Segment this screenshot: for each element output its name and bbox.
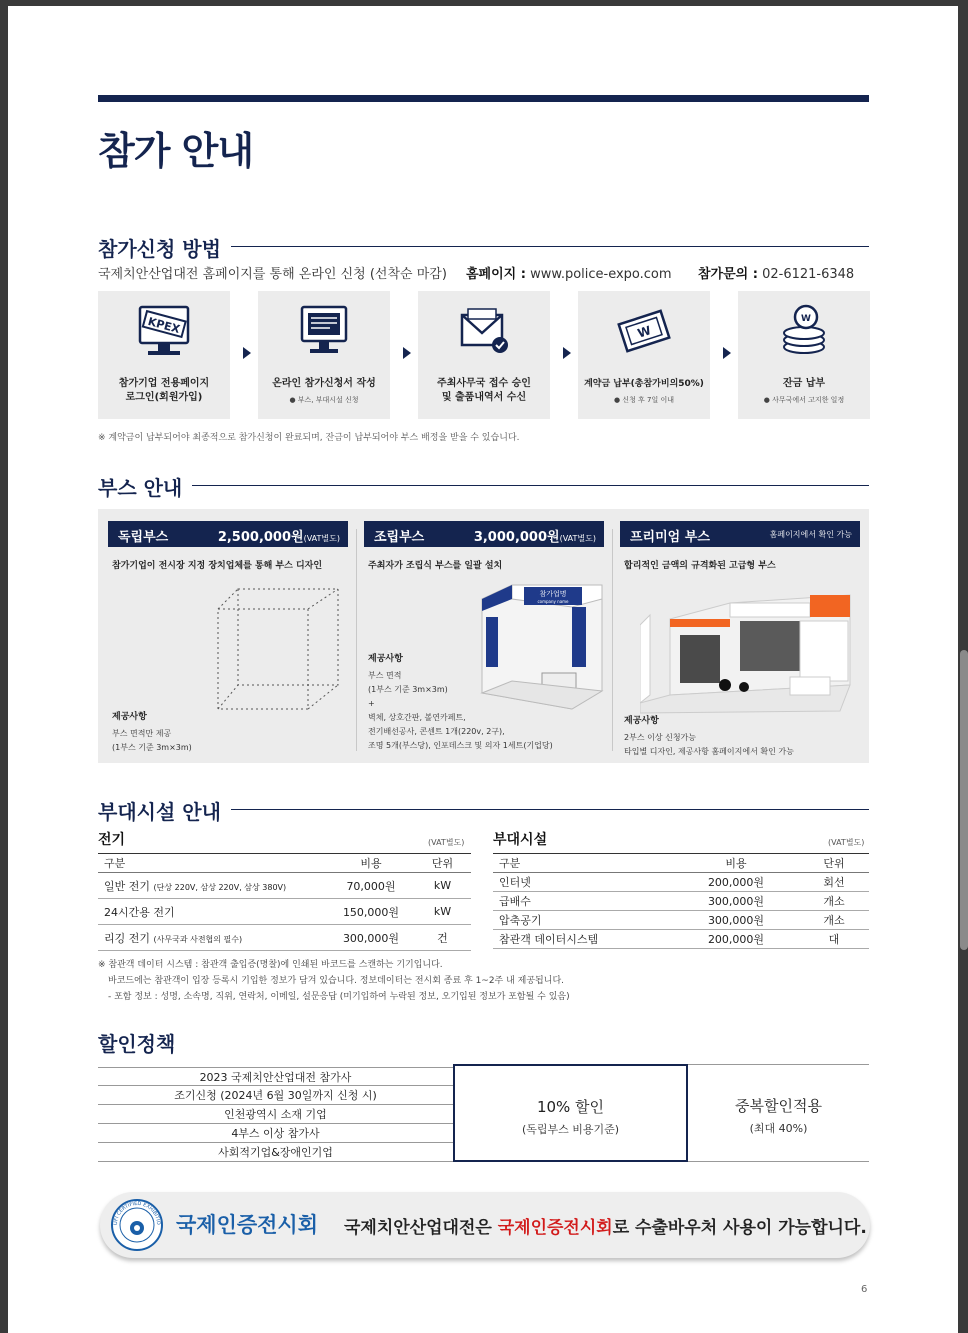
booth-independent: 독립부스 2,500,000원(VAT별도) 참가기업이 전시장 지정 장치업체를 통해 부스 디자인 제공사항 부스 면적만 제공 (1부스 기준 3m×3m) (108, 521, 348, 761)
booth-premium: 프리미엄 부스 홈페이지에서 확인 가능 합리적인 금액의 규격화된 고급형 부스 제공사항 2부스 이상 신청가능 타입별 디자인, 제공사항 홈페이지에서 확인 가능 (620, 521, 860, 761)
homepage-label: 홈페이지 : (466, 267, 526, 282)
discount-table (98, 1064, 869, 1164)
aux-vat: (VAT별도) (828, 838, 865, 847)
form-monitor-icon (294, 301, 354, 365)
table-row: 일반 전기 (단상 220V, 삼상 220V, 삼상 380V) 70,000원 kW (98, 873, 471, 899)
homepage-link[interactable]: www.police-expo.com (530, 267, 672, 282)
contact-label: 참가문의 : (698, 267, 758, 282)
table-row: 참관객 데이터시스템 200,000원 대 (493, 930, 869, 949)
ufi-seal-icon (110, 1198, 164, 1252)
step-2: 온라인 참가신청서 작성 ● 부스, 부대시설 신청 (258, 291, 390, 419)
step-arrow (723, 347, 731, 359)
discount-condition: 사회적기업&장애인기업 (98, 1143, 453, 1162)
certification-banner (100, 1192, 870, 1258)
step-arrow (403, 347, 411, 359)
discount-condition: 조기신청 (2024년 6월 30일까지 신청 시) (98, 1086, 453, 1105)
discount-condition: 4부스 이상 참가사 (98, 1124, 453, 1143)
table-row: 급배수 300,000원 개소 (493, 892, 869, 911)
svg-text:UFI CERTIFIED EXHIBITION: UFI CERTIFIED EXHIBITIO (112, 1200, 162, 1226)
section-booth-heading: 부스 안내 (98, 472, 869, 496)
table-row: 압축공기 300,000원 개소 (493, 911, 869, 930)
discount-rate-box: 10% 할인 (독립부스 비용기준) (453, 1064, 688, 1162)
discount-condition: 인천광역시 소재 기업 (98, 1105, 453, 1124)
table-row: 인터넷 200,000원 회선 (493, 873, 869, 892)
page (8, 6, 958, 1333)
banner-message: 국제치안산업대전은 국제인증전시회로 수출바우처 사용이 가능합니다. (344, 1218, 867, 1238)
table-row: 24시간용 전기 150,000원 kW (98, 899, 471, 925)
section-discount-heading: 할인정책 (98, 1032, 176, 1056)
apply-footnote: ※ 계약금이 납부되어야 최종적으로 참가신청이 완료되며, 잔금이 납부되어야 부스 배정을 받을 수 있습니다. (98, 433, 520, 443)
scrollbar-thumb[interactable] (960, 650, 968, 950)
page-number: 6 (861, 1284, 868, 1295)
aux-title: 부대시설 (493, 832, 548, 848)
premium-booth-illustration (640, 585, 860, 715)
svg-text:참가업명: 참가업명 (539, 590, 567, 598)
step-5: W 잔금 납부 ● 사무국에서 고지한 일정 (738, 291, 870, 419)
step-arrow (563, 347, 571, 359)
step-4: W 계약금 납부(총참가비의50%) ● 신청 후 7일 이내 (578, 291, 710, 419)
coins-icon (774, 301, 834, 365)
table-row: 리깅 전기 (사무국과 사전협의 필수) 300,000원 건 (98, 925, 471, 951)
svg-text:company name: company name (537, 599, 569, 604)
apply-steps (98, 291, 869, 419)
discount-condition: 2023 국제치안산업대전 참가사 (98, 1067, 453, 1086)
booth-outline-illustration (208, 587, 348, 717)
electric-table: 구분 비용 단위 일반 전기 (단상 220V, 삼상 220V, 삼상 380V) 70,000원 kW 24시간용 전기 150,000원 kW 리깅 전기 (사무국과 사전협의 필수) 300,000원 건 (98, 853, 471, 951)
svg-text:W: W (801, 314, 811, 324)
discount-dup-box: 중복할인적용 (최대 40%) (688, 1064, 869, 1162)
table-note-1: ※ 참관객 데이터 시스템 : 참관객 출입증(명찰)에 인쇄된 바코드를 스캔하는 기기입니다. (98, 960, 443, 970)
table-note-3: - 포함 정보 : 성명, 소속명, 직위, 연락처, 이메일, 설문응답 (미기입하여 누락된 정보, 오기입된 정보가 포함될 수 있음) (108, 992, 570, 1002)
apply-method: 국제치안산업대전 홈페이지를 통해 온라인 신청 (선착순 마감) (98, 267, 447, 282)
kpex-monitor-icon (134, 301, 194, 365)
svg-text:W: W (635, 323, 653, 341)
section-facility-heading: 부대시설 안내 (98, 796, 869, 820)
aux-table: 구분 비용 단위 인터넷 200,000원 회선 급배수 300,000원 개소 압축공기 300,000원 개소 참관객 데이터시스템 200,000원 대 (493, 853, 869, 949)
contact-phone: 02-6121-6348 (762, 267, 855, 282)
booth-panel (98, 509, 869, 763)
table-note-2: 바코드에는 참관객이 입장 등록시 기입한 정보가 담겨 있습니다. 정보데이터는 전시회 종료 후 1~2주 내 제공됩니다. (108, 976, 564, 986)
electric-vat: (VAT별도) (428, 838, 465, 847)
won-bill-icon (614, 301, 674, 365)
banner-title: 국제인증전시회 (176, 1213, 319, 1237)
step-arrow (243, 347, 251, 359)
electric-title: 전기 (98, 832, 126, 848)
envelope-check-icon (454, 301, 514, 365)
svg-text:KPEX: KPEX (146, 314, 182, 336)
page-title: 참가 안내 (98, 129, 254, 173)
section-apply-heading: 참가신청 방법 (98, 233, 869, 257)
step-3: 주최사무국 접수 승인 및 출품내역서 수신 (418, 291, 550, 419)
step-1: KPEX 참가기업 전용페이지 로그인(회원가입) (98, 291, 230, 419)
top-rule (98, 95, 869, 102)
booth-assembly: 조립부스 3,000,000원(VAT별도) 주최자가 조립식 부스를 일괄 설치 참가업명 company name 제공사항 부스 면적 (1부스 기준 3m×3m) + 벽체, 상호간판, 볼연카페트, 전기배선공사, 콘센트 1개(220v, 2구), 조명 5개(부스당), 인포데스크 및 의자 1세트(기업당) (364, 521, 604, 761)
